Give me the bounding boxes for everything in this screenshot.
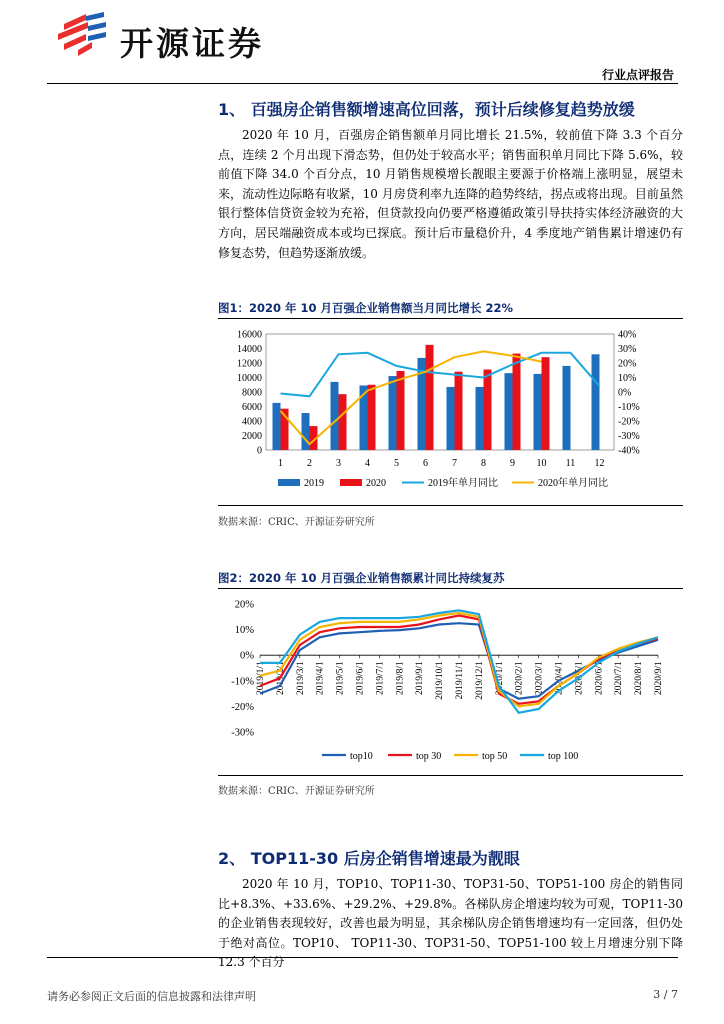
chart1-x-tick: 7 bbox=[452, 458, 457, 469]
chart1-legend-swatch bbox=[340, 479, 362, 486]
chart2-x-tick: 2019/9/1 bbox=[415, 661, 426, 695]
chart1-bar-2020 bbox=[513, 354, 521, 450]
chart1-y-tick: 0 bbox=[257, 445, 262, 457]
chart1-x-tick: 6 bbox=[423, 458, 428, 469]
chart1-x-tick: 12 bbox=[594, 458, 605, 469]
chart1-bar-2019 bbox=[534, 374, 542, 450]
chart2-y-tick: -30% bbox=[231, 727, 254, 739]
chart1-x-tick: 11 bbox=[565, 458, 576, 469]
logo-icon bbox=[48, 10, 110, 62]
figure2-caption: 图2：2020 年 10 月百强企业销售额累计同比持续复苏 bbox=[218, 571, 505, 585]
chart1-bar-2020 bbox=[368, 385, 376, 450]
chart1-bar-2020 bbox=[339, 394, 347, 450]
company-name: 开源证券 bbox=[120, 24, 264, 63]
chart1-bar-2019 bbox=[273, 403, 281, 450]
chart2-y-tick: 0% bbox=[240, 650, 254, 662]
chart1-x-tick: 1 bbox=[278, 458, 283, 469]
section1-body bbox=[218, 126, 683, 263]
chart1-bar-2020 bbox=[426, 345, 434, 450]
figure1-source: 数据来源：CRIC、开源证券研究所 bbox=[218, 517, 375, 528]
chart2-x-tick: 2019/10/1 bbox=[435, 661, 446, 700]
chart1-bar-2019 bbox=[302, 413, 310, 450]
figure2-source: 数据来源：CRIC、开源证券研究所 bbox=[218, 786, 375, 797]
chart1-y2-tick: -30% bbox=[618, 431, 640, 442]
chart2-x-tick: 2019/5/1 bbox=[335, 661, 346, 695]
chart2-x-tick: 2020/5/1 bbox=[574, 661, 585, 695]
chart1-bar-2019 bbox=[331, 382, 339, 450]
chart1-bar-2020 bbox=[397, 371, 405, 450]
chart1-x-tick: 9 bbox=[510, 458, 515, 469]
chart1-bar-2019 bbox=[563, 366, 571, 450]
chart1-legend-label: 2020 bbox=[366, 478, 386, 489]
figure2-chart bbox=[218, 592, 683, 772]
chart1-y2-tick: 20% bbox=[618, 358, 637, 370]
chart1-bar-2019 bbox=[505, 373, 513, 450]
chart1-line-2020年单月同比 bbox=[281, 351, 542, 444]
figure2-top-rule bbox=[218, 588, 683, 589]
chart1-y2-tick: -40% bbox=[618, 445, 640, 457]
chart1-x-tick: 8 bbox=[481, 458, 486, 469]
section1-title: 1、 百强房企销售额增速高位回落，预计后续修复趋势放缓 bbox=[218, 100, 635, 119]
chart1-x-tick: 3 bbox=[336, 458, 341, 469]
chart2-y-tick: 10% bbox=[234, 625, 254, 637]
chart1-bar-2019 bbox=[447, 387, 455, 450]
chart2-x-tick: 2019/4/1 bbox=[315, 661, 326, 695]
chart2-legend-label: top10 bbox=[350, 751, 373, 762]
chart2-x-tick: 2019/8/1 bbox=[395, 661, 406, 695]
chart1-y-tick: 14000 bbox=[237, 344, 262, 355]
chart1-legend-swatch bbox=[278, 479, 300, 486]
page-number: 3 / 7 bbox=[653, 988, 678, 1001]
figure1-top-rule bbox=[218, 318, 683, 319]
chart2-x-tick: 2020/9/1 bbox=[654, 661, 664, 695]
chart2-x-tick: 2020/4/1 bbox=[554, 661, 565, 695]
chart1-bar-2020 bbox=[484, 370, 492, 450]
chart2-x-tick: 2019/1/1 bbox=[256, 661, 266, 695]
chart1-y2-tick: -10% bbox=[618, 402, 640, 413]
chart2-x-tick: 2019/6/1 bbox=[355, 661, 366, 695]
footer-rule bbox=[47, 957, 678, 958]
chart2-x-tick: 2019/2/1 bbox=[275, 661, 286, 695]
chart2-y-tick: 20% bbox=[234, 599, 254, 611]
section1-paragraph: 2020 年 10 月，百强房企销售额单月同比增长 21.5%，较前值下降 3.3 个百分点，连续 2 个月出现下滑态势，但仍处于较高水平；销售面积单月同比下降 5.6%，较前值下降 34.0 个百分点，10 月销售规模增长靓眼主要源于价格端上涨明显，展望未来，流动性边际略有收紧，10 月房贷利率九连降的趋势终结，拐点或将出现。目前虽然银行整体信贷资金较为充裕，但贷款投向仍要严格遵循政策引导扶持实体经济融资的大方向，居民端融资成本或均已探底。预计后市量稳价升，4 季度地产销售累计增速仍有修复态势，但趋势逐渐放缓。 bbox=[218, 128, 683, 260]
chart2-x-tick: 2020/8/1 bbox=[634, 661, 645, 695]
chart2-x-tick: 2020/7/1 bbox=[614, 661, 625, 695]
chart1-x-tick: 10 bbox=[536, 458, 547, 469]
chart1-bar-2019 bbox=[389, 376, 397, 450]
chart1-legend-label: 2019 bbox=[304, 478, 324, 489]
chart1-y2-tick: 10% bbox=[618, 373, 637, 384]
figure1-chart bbox=[218, 324, 683, 500]
chart1-x-tick: 4 bbox=[365, 458, 370, 469]
figure1-caption: 图1：2020 年 10 月百强企业销售额当月同比增长 22% bbox=[218, 301, 514, 315]
chart2-x-tick: 2019/7/1 bbox=[375, 661, 386, 695]
footer-disclaimer: 请务必参阅正文后面的信息披露和法律声明 bbox=[47, 990, 256, 1003]
chart2-x-tick: 2019/3/1 bbox=[295, 661, 306, 695]
section2-title: 2、 TOP11-30 后房企销售增速最为靓眼 bbox=[218, 849, 520, 868]
chart1-y-tick: 6000 bbox=[242, 402, 262, 413]
chart1-bar-2019 bbox=[592, 354, 600, 450]
chart1-y2-tick: 40% bbox=[618, 329, 637, 341]
chart2-legend-label: top 50 bbox=[482, 751, 508, 762]
chart2-x-tick: 2020/3/1 bbox=[534, 661, 545, 695]
chart1-y-tick: 2000 bbox=[242, 431, 262, 442]
chart1-plot-frame bbox=[266, 334, 614, 450]
doc-type-label: 行业点评报告 bbox=[601, 68, 674, 82]
chart1-bar-2020 bbox=[455, 372, 463, 450]
chart1-bar-2019 bbox=[476, 387, 484, 450]
chart1-legend-label: 2020年单月同比 bbox=[538, 478, 608, 489]
section2-body bbox=[218, 875, 683, 973]
figure1-bottom-rule bbox=[218, 505, 683, 506]
figure2-bottom-rule bbox=[218, 775, 683, 776]
chart1-legend-label: 2019年单月同比 bbox=[428, 478, 498, 489]
chart2-x-tick: 2019/11/1 bbox=[455, 661, 465, 700]
chart1-y-tick: 8000 bbox=[242, 387, 262, 399]
chart1-y-tick: 16000 bbox=[237, 329, 262, 341]
chart1-y2-tick: 0% bbox=[618, 387, 632, 399]
chart2-y-tick: -20% bbox=[231, 701, 254, 713]
header-rule bbox=[47, 83, 678, 84]
chart1-y2-tick: 30% bbox=[618, 344, 637, 355]
chart2-x-tick: 2020/1/1 bbox=[494, 661, 505, 695]
chart1-y-tick: 4000 bbox=[242, 416, 262, 428]
chart2-legend-label: top 100 bbox=[548, 751, 579, 762]
chart1-x-tick: 2 bbox=[307, 458, 312, 469]
chart2-x-tick: 2019/12/1 bbox=[474, 661, 485, 700]
section2-paragraph: 2020 年 10 月，TOP10、TOP11-30、TOP31-50、TOP51-100 房企的销售同比+8.3%、+33.6%、+29.2%、+29.8%。各梯队房企增速均较为可观，TOP11-30 的企业销售表现较好，改善也最为明显，其余梯队房企销售增速均有一定回落，但仍处于绝对高位。TOP10、 TOP11-30、TOP31-50、TOP51-100 较上月增速分别下降 12.3 个百分 bbox=[218, 877, 683, 970]
chart1-y-tick: 10000 bbox=[237, 373, 262, 384]
chart2-y-tick: -10% bbox=[231, 676, 254, 688]
chart1-x-tick: 5 bbox=[394, 458, 399, 469]
chart1-y-tick: 12000 bbox=[237, 358, 262, 370]
chart1-bar-2020 bbox=[542, 357, 550, 450]
chart1-y2-tick: -20% bbox=[618, 416, 640, 428]
chart2-legend-label: top 30 bbox=[416, 751, 442, 762]
chart2-x-tick: 2020/6/1 bbox=[594, 661, 605, 695]
chart1-line-2019年单月同比 bbox=[281, 353, 600, 397]
chart2-x-tick: 2020/2/1 bbox=[514, 661, 525, 695]
